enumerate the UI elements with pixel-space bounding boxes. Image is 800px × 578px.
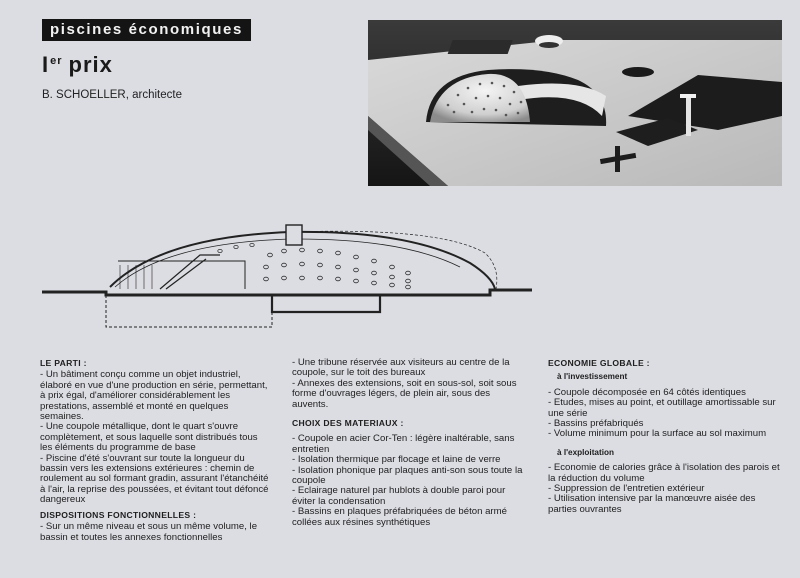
text-column-1 [40,358,272,543]
prize-numeral: I [42,52,50,77]
paragraph: - Economie de calories grâce à l'isolation des parois et la réduction du volume [548,462,780,484]
text-column-2 [292,358,526,528]
paragraph: - Etudes, mises au point, et outillage amortissable sur une série [548,397,776,419]
paragraph: - Coupole en acier Cor-Ten : légère inaltérable, sans entretien [292,433,515,455]
paragraph: - Suppression de l'entretien extérieur [548,483,705,495]
heading-dispositions: DISPOSITIONS FONCTIONNELLES : [40,509,197,520]
prize-ordinal: er [50,54,63,67]
prize-title [42,52,113,78]
model-photo [368,20,782,186]
architect-credit: B. SCHOELLER, architecte [42,89,182,101]
paragraph: - Eclairage naturel par hublots à double paroi pour éviter la condensation [292,485,506,507]
text-column-3 [548,358,782,515]
paragraph: - Sur un même niveau et sous un même volume, le bassin et toutes les annexes fonctionnelles [40,521,258,543]
paragraph: - Une coupole métallique, dont le quart s'ouvre complètement, et sous laquelle sont distribués tous les éléments du programme de base [40,421,258,454]
model-photo-illustration [368,20,782,186]
paragraph: - Isolation thermique par flocage et laine de verre [292,454,501,466]
cross-section-drawing [40,215,540,333]
paragraph: - Volume minimum pour la surface au sol maximum [548,428,767,440]
paragraph: - Un bâtiment conçu comme un objet industriel, élaboré en vue d'une production en série, permettant, à prix égal, d'améliorer considérablement les prestations, assemblé et monté en quelques semaines. [40,369,268,423]
heading-le-parti: LE PARTI : [40,358,87,368]
subheading-exploitation: à l'exploitation [557,447,614,457]
paragraph: - Une tribune réservée aux visiteurs au centre de la coupole, sur le toit des bureaux [292,357,510,379]
heading-materiaux: CHOIX DES MATERIAUX : [292,418,404,429]
paragraph: - Isolation phonique par plaques anti-son sous toute la coupole [292,464,523,487]
paragraph: - Bassins préfabriqués [548,418,644,430]
paragraph: - Piscine d'été s'ouvrant sur toute la longueur du bassin vers les extensions extérieures : chemin de roulement au sol formant gradin, assurant l'étanchéité à l'air, la reprise des poussées, et évitant tout défoncé dangereux [40,452,269,506]
prize-word: prix [68,52,113,77]
section-banner: piscines économiques [42,19,251,41]
subheading-investissement: à l'investissement [557,372,628,382]
paragraph: - Annexes des extensions, soit en sous-sol, soit sous forme d'ouvrages légers, de plein air, sous des auvents. [292,377,517,410]
paragraph: - Utilisation intensive par la manœuvre aisée des parties ouvrantes [548,493,756,515]
paragraph: - Bassins en plaques préfabriquées de béton armé collées aux résines synthétiques [292,506,507,528]
paragraph: - Coupole décomposée en 64 côtés identiques [548,386,746,398]
heading-economie: ECONOMIE GLOBALE : [548,358,650,368]
